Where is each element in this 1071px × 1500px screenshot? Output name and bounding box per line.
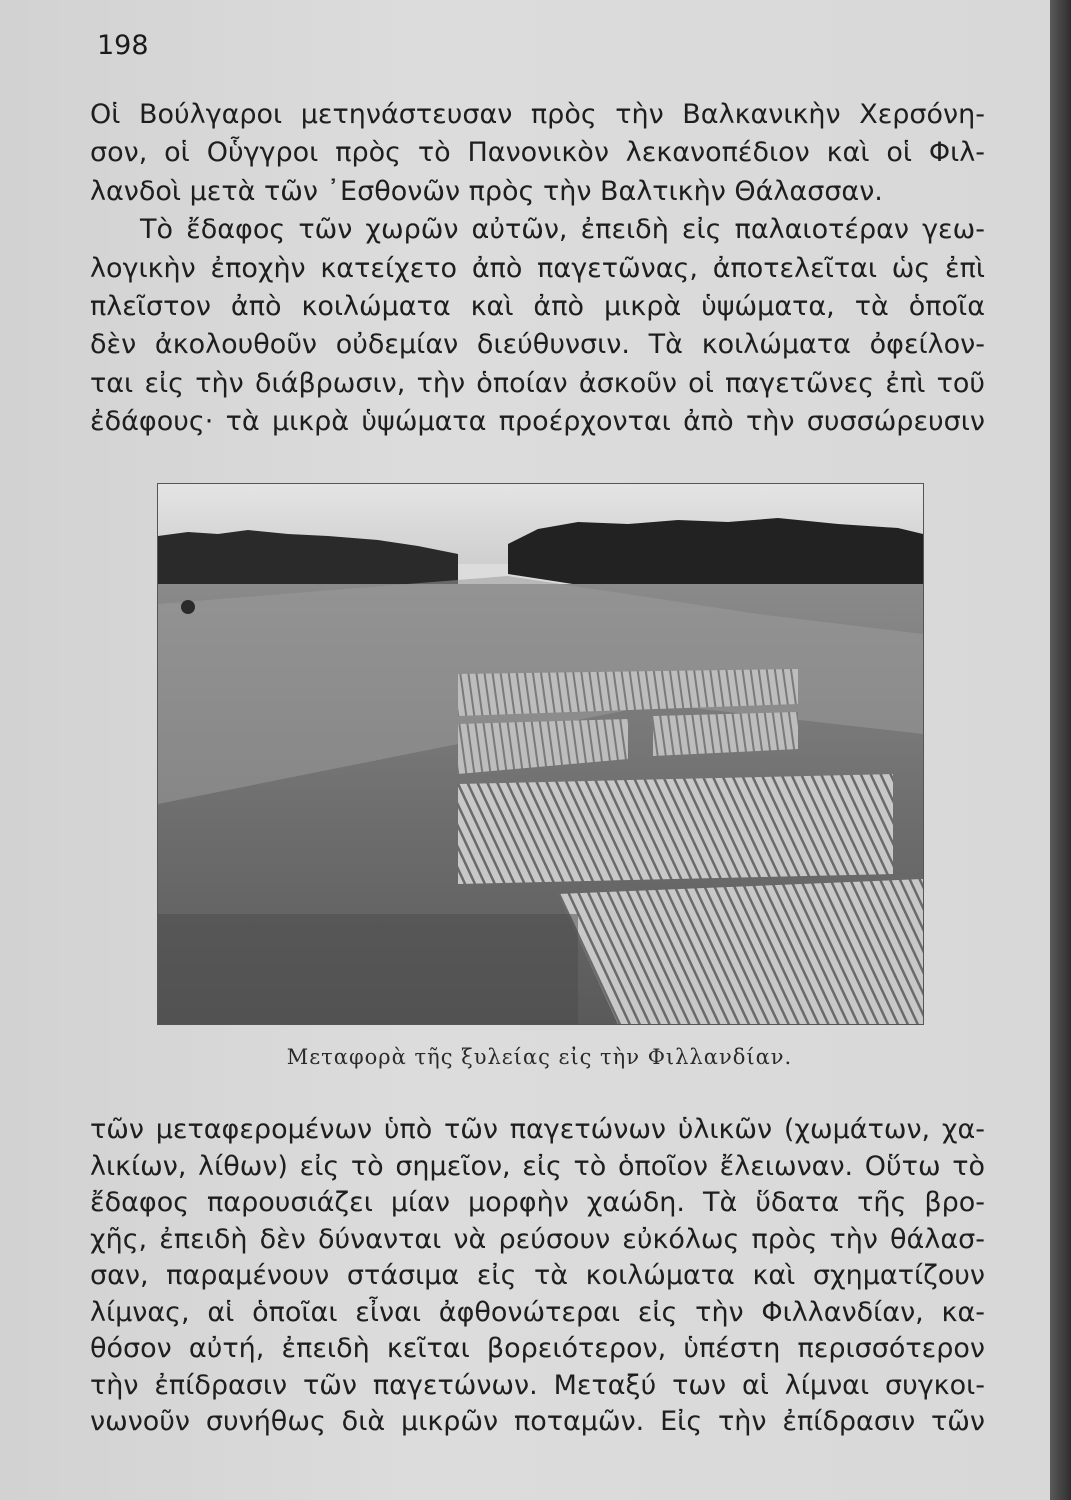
photo-illustration: [158, 484, 923, 1024]
text-line: Τὸ ἔδαφος τῶν χωρῶν αὐτῶν, ἐπειδὴ εἰς παλαιοτέραν γεω-: [140, 214, 985, 246]
log-raft-foreground: [558, 879, 923, 1024]
text-line: ἔδαφος παρουσιάζει μίαν μορφὴν χαώδη. Τὰ ὕδατα τῆς βρο-: [90, 1187, 985, 1218]
boat: [181, 600, 195, 614]
text-line: νωνοῦν συνήθως διὰ μικρῶν ποταμῶν. Εἰς τὴν ἐπίδρασιν τῶν: [90, 1406, 985, 1437]
page-number: 198: [97, 30, 149, 61]
text-line: σαν, παραμένουν στάσιμα εἰς τὰ κοιλώματα καὶ σχηματίζουν: [90, 1260, 985, 1291]
text-line: ἐδάφους· τὰ μικρὰ ὑψώματα προέρχονται ἀπὸ τὴν συσσώρευσιν: [90, 406, 985, 438]
text-line: λογικὴν ἐποχὴν κατείχετο ἀπὸ παγετῶνας, ἀποτελεῖται ὡς ἐπὶ: [90, 252, 985, 284]
photo-log-rafts: [157, 483, 924, 1025]
text-line: πλεῖστον ἀπὸ κοιλώματα καὶ ἀπὸ μικρὰ ὑψώματα, τὰ ὁποῖα: [90, 290, 985, 322]
top-paragraphs: [90, 96, 985, 442]
text-line: σον, οἱ Οὗγγροι πρὸς τὸ Πανονικὸν λεκανοπέδιον καὶ οἱ Φιλ-: [90, 137, 985, 169]
text-line: Οἱ Βούλγαροι μετηνάστευσαν πρὸς τὴν Βαλκανικὴν Χερσόνη-: [90, 99, 985, 130]
page-edge-shadow: [1050, 0, 1071, 1500]
log-raft-near: [458, 774, 893, 884]
water-shadow: [158, 914, 578, 1024]
text-line: λικίων, λίθων) εἰς τὸ σημεῖον, εἰς τὸ ὁποῖον ἔλειωναν. Οὕτω τὸ: [90, 1150, 985, 1182]
text-line: τὴν ἐπίδρασιν τῶν παγετώνων. Μεταξύ των αἱ λίμναι συγκοι-: [90, 1369, 985, 1401]
text-line: λίμνας, αἱ ὁποῖαι εἶναι ἀφθονώτεραι εἰς τὴν Φιλλανδίαν, κα-: [90, 1296, 985, 1328]
text-line: λανδοὶ μετὰ τῶν ᾿Εσθονῶν πρὸς τὴν Βαλτικὴν Θάλασσαν.: [90, 175, 883, 207]
text-line: τῶν μεταφερομένων ὑπὸ τῶν παγετώνων ὑλικῶν (χωμάτων, χα-: [90, 1114, 985, 1145]
log-raft-middle-right: [653, 712, 798, 756]
text-line: ται εἰς τὴν διάβρωσιν, τὴν ὁποίαν ἀσκοῦν οἱ παγετῶνες ἐπὶ τοῦ: [90, 367, 985, 399]
text-line: θόσον αὐτή, ἐπειδὴ κεῖται βορειότερον, ὑπέστη περισσότερον: [90, 1333, 985, 1364]
figure-caption: Μεταφορὰ τῆς ξυλείας εἰς τὴν Φιλλανδίαν.: [286, 1045, 793, 1069]
bottom-paragraph: [90, 1112, 985, 1441]
text-line: χῆς, ἐπειδὴ δὲν δύνανται νὰ ρεύσουν εὐκόλως πρὸς τὴν θάλασ-: [90, 1223, 985, 1255]
text-line: δὲν ἀκολουθοῦν οὐδεμίαν διεύθυνσιν. Τὰ κοιλώματα ὀφείλον-: [90, 329, 985, 361]
